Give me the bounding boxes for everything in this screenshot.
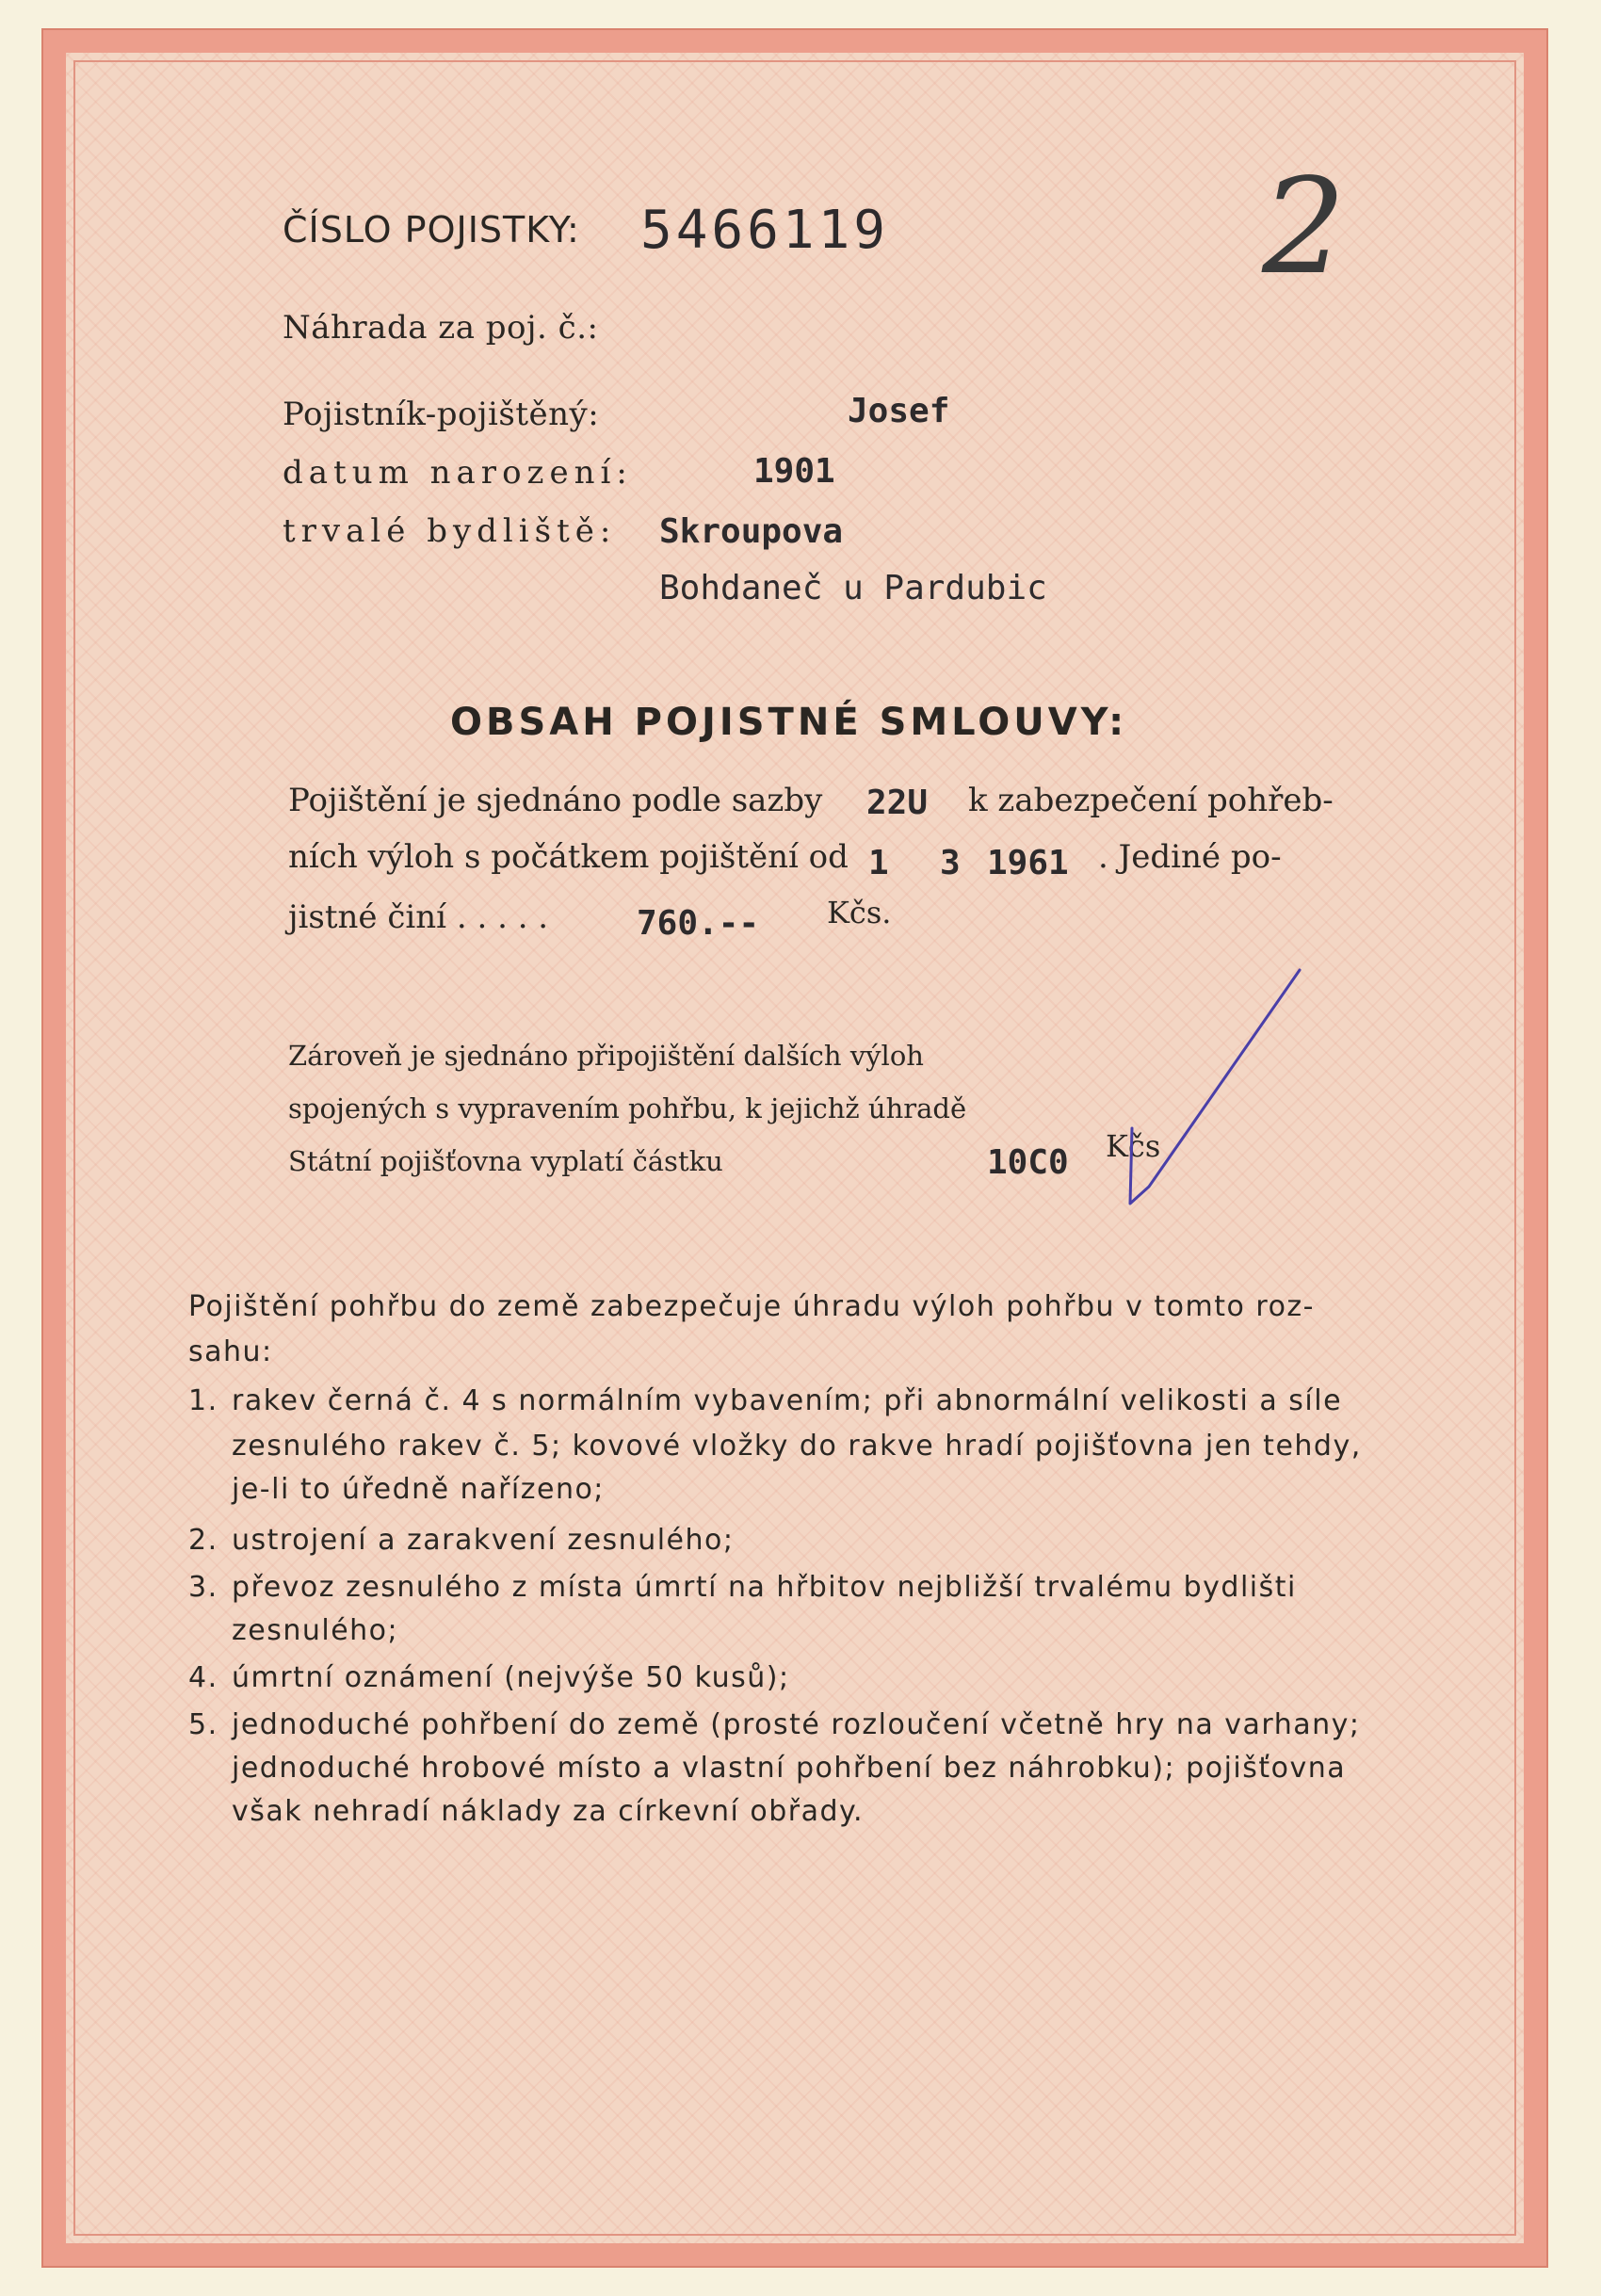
policy-number-label: ČÍSLO POJISTKY:: [283, 209, 580, 251]
supplement-line-3: Státní pojišťovna vyplatí částku: [288, 1145, 723, 1177]
list-item-line: zesnulého rakev č. 5; kovové vložky do rakve hradí pojišťovna jen tehdy,: [232, 1430, 1362, 1463]
start-month: 3: [940, 844, 961, 882]
start-day: 1: [868, 844, 889, 882]
supplement-line-1: Zároveň je sjednáno připojištění dalších výloh: [288, 1040, 924, 1072]
list-item-line: zesnulého;: [232, 1614, 399, 1647]
list-item-number: 1.: [188, 1384, 218, 1417]
list-item-line: však nehradí náklady za církevní obřady.: [232, 1795, 865, 1828]
list-item-line: rakev černá č. 4 s normálním vybavením; při abnormální velikosti a síle: [232, 1384, 1343, 1417]
insured-label: Pojistník-pojištěný:: [283, 396, 600, 433]
section-heading: OBSAH POJISTNÉ SMLOUVY:: [450, 701, 1128, 744]
list-item-line: jednoduché pohřbení do země (prosté rozloučení včetně hry na varhany;: [232, 1708, 1361, 1741]
scope-intro-1: Pojištění pohřbu do země zabezpečuje úhradu výloh pohřbu v tomto roz-: [188, 1290, 1315, 1323]
residence-label: trvalé bydliště:: [283, 512, 617, 550]
handwritten-mark: 2: [1262, 151, 1347, 304]
premium: 760.--: [637, 904, 760, 943]
list-item-number: 4.: [188, 1661, 218, 1694]
insured-name: Josef: [848, 392, 950, 430]
checkmark-icon: [1111, 961, 1337, 1262]
list-item-line: je-li to úředně nařízeno;: [232, 1473, 605, 1506]
start-year: 1961: [987, 844, 1069, 882]
contract-line-1b: k zabezpečení pohřeb-: [968, 782, 1334, 819]
list-item-number: 5.: [188, 1708, 218, 1741]
tariff: 22U: [866, 784, 929, 822]
scope-intro-2: sahu:: [188, 1335, 273, 1368]
contract-line-1a: Pojištění je sjednáno podle sazby: [288, 782, 823, 819]
list-item-line: převoz zesnulého z místa úmrtí na hřbitov nejbližší trvalému bydlišti: [232, 1571, 1297, 1604]
birth-label: datum narození:: [283, 454, 633, 492]
supplement-amount: 10C0: [987, 1143, 1069, 1182]
list-item-line: ustrojení a zarakvení zesnulého;: [232, 1524, 735, 1557]
list-item-line: jednoduché hrobové místo a vlastní pohřbení bez náhrobku); pojišťovna: [232, 1752, 1347, 1785]
premium-currency: Kčs.: [827, 895, 892, 930]
residence-town: Bohdaneč u Pardubic: [659, 569, 1047, 607]
supplement-currency: Kčs: [1106, 1128, 1161, 1164]
list-item-line: úmrtní oznámení (nejvýše 50 kusů);: [232, 1661, 790, 1694]
list-item-number: 3.: [188, 1571, 218, 1604]
replacement-label: Náhrada za poj. č.:: [283, 309, 599, 347]
contract-line-2a: ních výloh s počátkem pojištění od: [288, 838, 849, 876]
birth-date: 1901: [753, 452, 835, 491]
residence-street: Skroupova: [659, 512, 844, 551]
contract-line-2b: . Jediné po-: [1098, 838, 1282, 876]
contract-line-3a: jistné činí . . . . .: [288, 898, 549, 936]
list-item-number: 2.: [188, 1524, 218, 1557]
policy-number: 5466119: [640, 200, 890, 261]
supplement-line-2: spojených s vypravením pohřbu, k jejichž úhradě: [288, 1092, 967, 1124]
